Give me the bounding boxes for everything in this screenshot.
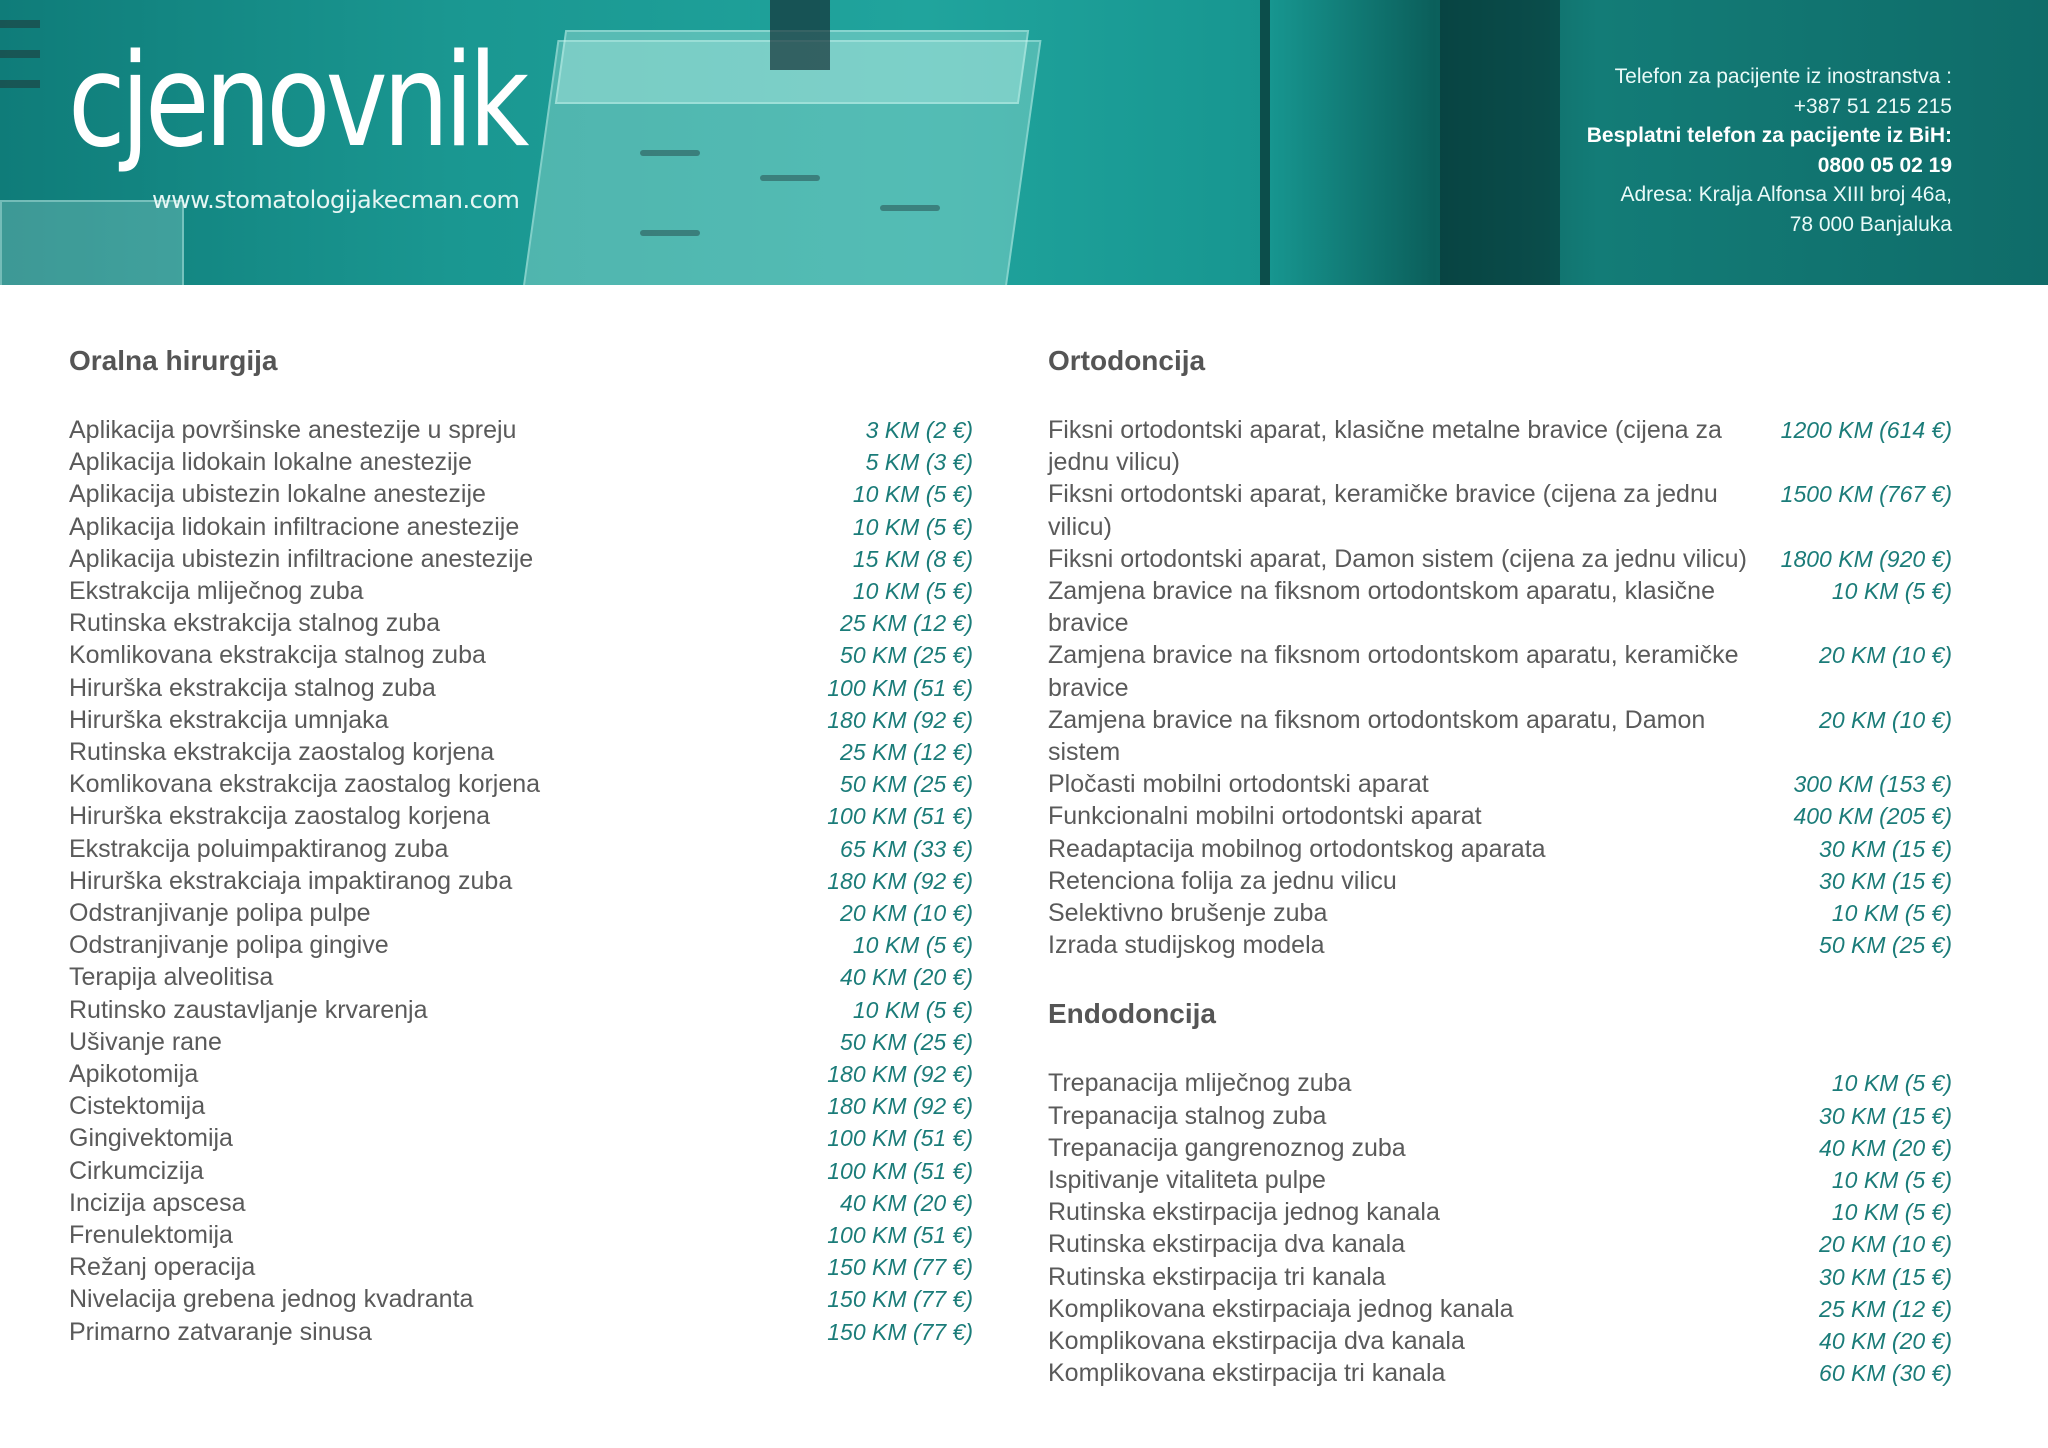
- service-name: Zamjena bravice na fiksnom ortodontskom aparatu, klasične bravice: [1048, 577, 1715, 638]
- service-price: 1800 KM (920 €): [1780, 545, 1952, 572]
- service-name: Hirurška ekstrakcija zaostalog korjena: [69, 802, 491, 831]
- service-name: Cirkumcizija: [69, 1156, 204, 1185]
- service-name: Aplikacija lidokain lokalne anestezije: [69, 448, 473, 477]
- service-price: 10 KM (5 €): [1831, 1070, 1952, 1097]
- service-name: Režanj operacija: [69, 1253, 256, 1282]
- service-name: Komlikovana ekstrakcija stalnog zuba: [69, 641, 486, 670]
- price-row: [1048, 833, 1952, 865]
- price-row: [1048, 478, 1952, 542]
- price-row: [69, 1090, 973, 1122]
- price-row: [1048, 1132, 1952, 1164]
- service-name: Trepanacija mliječnog zuba: [1048, 1069, 1352, 1098]
- service-name: Primarno zatvaranje sinusa: [69, 1317, 372, 1346]
- service-name: Trepanacija gangrenoznog zuba: [1048, 1133, 1406, 1162]
- service-price: 20 KM (10 €): [1819, 706, 1952, 733]
- service-price: 300 KM (153 €): [1793, 771, 1952, 798]
- price-column-left: [69, 342, 973, 1348]
- price-row: [1048, 865, 1952, 897]
- service-price: 25 KM (12 €): [1819, 1295, 1952, 1322]
- price-row: [1048, 1164, 1952, 1196]
- service-price: 10 KM (5 €): [852, 578, 973, 605]
- service-price: 180 KM (92 €): [827, 867, 973, 894]
- service-name: Nivelacija grebena jednog kvadranta: [69, 1285, 474, 1314]
- price-row: [69, 1283, 973, 1315]
- service-price: 15 KM (8 €): [852, 545, 973, 572]
- service-price: 30 KM (15 €): [1819, 835, 1952, 862]
- service-name: Apikotomija: [69, 1060, 199, 1089]
- price-row: [1048, 800, 1952, 832]
- service-name: Rutinska ekstirpacija dva kanala: [1048, 1230, 1406, 1259]
- service-price: 150 KM (77 €): [827, 1318, 973, 1345]
- price-row: [69, 1122, 973, 1154]
- service-price: 60 KM (30 €): [1819, 1360, 1952, 1387]
- service-price: 65 KM (33 €): [840, 835, 973, 862]
- price-row: [69, 672, 973, 704]
- service-price: 100 KM (51 €): [827, 1125, 973, 1152]
- price-row: [69, 1155, 973, 1187]
- price-row: [69, 607, 973, 639]
- contact-line: 78 000 Banjaluka: [1789, 212, 1952, 236]
- service-name: Zamjena bravice na fiksnom ortodontskom aparatu, keramičke bravice: [1048, 641, 1739, 702]
- service-price: 10 KM (5 €): [1831, 578, 1952, 605]
- price-row: [69, 833, 973, 865]
- service-name: Rutinsko zaustavljanje krvarenja: [69, 995, 428, 1024]
- price-row: [69, 800, 973, 832]
- price-row: [1048, 704, 1952, 768]
- price-row: [69, 543, 973, 575]
- service-price: 3 KM (2 €): [865, 417, 973, 443]
- price-row: [69, 414, 973, 446]
- service-price: 400 KM (205 €): [1793, 803, 1952, 830]
- service-name: Fiksni ortodontski aparat, Damon sistem (cijena za jednu vilicu): [1048, 544, 1747, 573]
- service-name: Komplikovana ekstirpacija tri kanala: [1048, 1359, 1446, 1388]
- service-name: Rutinska ekstirpacija jednog kanala: [1048, 1198, 1440, 1227]
- service-price: 150 KM (77 €): [827, 1254, 973, 1281]
- price-row: [69, 865, 973, 897]
- service-name: Trepanacija stalnog zuba: [1048, 1101, 1327, 1130]
- service-name: Rutinska ekstirpacija tri kanala: [1048, 1262, 1386, 1291]
- price-row: [69, 478, 973, 510]
- service-price: 50 KM (25 €): [840, 771, 973, 798]
- service-name: Fiksni ortodontski aparat, keramičke bravice (cijena za jednu vilicu): [1048, 480, 1718, 541]
- service-price: 5 KM (3 €): [865, 449, 973, 476]
- service-name: Ekstrakcija poluimpaktiranog zuba: [69, 834, 449, 863]
- price-row: [1048, 639, 1952, 703]
- service-price: 10 KM (5 €): [852, 481, 973, 508]
- price-row: [1048, 1357, 1952, 1389]
- service-price: 50 KM (25 €): [840, 642, 973, 669]
- service-name: Pločasti mobilni ortodontski aparat: [1048, 770, 1429, 799]
- price-row: [69, 961, 973, 993]
- service-price: 30 KM (15 €): [1819, 1263, 1952, 1290]
- service-name: Odstranjivanje polipa gingive: [69, 931, 389, 960]
- service-name: Terapija alveolitisa: [69, 963, 274, 992]
- price-row: [1048, 1228, 1952, 1260]
- service-name: Selektivno brušenje zuba: [1048, 899, 1328, 928]
- contact-line: Adresa: Kralja Alfonsa XIII broj 46a,: [1620, 183, 1952, 206]
- website-url[interactable]: www.stomatologijakecman.com: [152, 186, 520, 214]
- service-name: Komplikovana ekstirpaciaja jednog kanala: [1048, 1294, 1514, 1323]
- service-price: 180 KM (92 €): [827, 1061, 973, 1088]
- price-row: [69, 1026, 973, 1058]
- price-row: [69, 446, 973, 478]
- price-row: [1048, 897, 1952, 929]
- price-row: [69, 575, 973, 607]
- service-name: Zamjena bravice na fiksnom ortodontskom aparatu, Damon sistem: [1048, 705, 1706, 767]
- price-row: [69, 897, 973, 929]
- service-name: Hirurška ekstrakcija stalnog zuba: [69, 673, 436, 702]
- price-row: [1048, 1325, 1952, 1357]
- contact-line: 0800 05 02 19: [1817, 153, 1952, 177]
- service-price: 30 KM (15 €): [1819, 1102, 1952, 1129]
- price-row: [69, 1316, 973, 1348]
- service-price: 180 KM (92 €): [827, 706, 973, 733]
- price-row: [69, 929, 973, 961]
- service-name: Funkcionalni mobilni ortodontski aparat: [1048, 802, 1482, 831]
- service-name: Aplikacija lidokain infiltracione anestezije: [69, 512, 520, 541]
- service-price: 100 KM (51 €): [827, 1222, 973, 1249]
- price-row: [69, 768, 973, 800]
- service-name: Rutinska ekstrakcija zaostalog korjena: [69, 738, 495, 767]
- service-name: Cistektomija: [69, 1092, 206, 1121]
- service-price: 10 KM (5 €): [1831, 1199, 1952, 1226]
- price-row: [1048, 1067, 1952, 1099]
- service-name: Incizija apscesa: [69, 1188, 246, 1217]
- service-price: 25 KM (12 €): [840, 610, 973, 637]
- price-row: [1048, 575, 1952, 639]
- price-row: [69, 704, 973, 736]
- service-name: Ispitivanje vitaliteta pulpe: [1048, 1166, 1326, 1195]
- service-name: Aplikacija ubistezin lokalne anestezije: [69, 480, 486, 509]
- service-name: Hirurška ekstrakciaja impaktiranog zuba: [69, 866, 513, 895]
- price-row: [1048, 768, 1952, 800]
- price-row: [69, 639, 973, 671]
- service-price: 20 KM (10 €): [1819, 1231, 1952, 1258]
- service-name: Hirurška ekstrakcija umnjaka: [69, 705, 389, 734]
- price-column-right: [1048, 342, 1952, 1389]
- price-row: [1048, 1196, 1952, 1228]
- price-row: [69, 736, 973, 768]
- service-name: Komplikovana ekstirpacija dva kanala: [1048, 1327, 1465, 1356]
- service-name: Gingivektomija: [69, 1124, 233, 1153]
- service-name: Ekstrakcija mliječnog zuba: [69, 577, 364, 606]
- service-price: 40 KM (20 €): [840, 1189, 973, 1216]
- contact-line: +387 51 215 215: [1793, 94, 1952, 118]
- service-price: 20 KM (10 €): [1819, 642, 1952, 669]
- service-name: Odstranjivanje polipa pulpe: [69, 899, 371, 928]
- service-price: 40 KM (20 €): [840, 964, 973, 991]
- contact-info: [1432, 62, 1952, 239]
- price-row: [1048, 929, 1952, 961]
- price-row: [1048, 1293, 1952, 1325]
- service-price: 1200 KM (614 €): [1780, 417, 1952, 443]
- section-title: Ortodoncija: [1048, 345, 1206, 376]
- service-price: 40 KM (20 €): [1819, 1134, 1952, 1161]
- service-name: Rutinska ekstrakcija stalnog zuba: [69, 609, 441, 638]
- service-price: 10 KM (5 €): [852, 513, 973, 540]
- price-row: [69, 511, 973, 543]
- price-row: [69, 994, 973, 1026]
- service-name: Aplikacija površinske anestezije u spreju: [69, 416, 517, 444]
- service-price: 50 KM (25 €): [1819, 932, 1952, 959]
- service-price: 100 KM (51 €): [827, 1157, 973, 1184]
- service-price: 180 KM (92 €): [827, 1093, 973, 1120]
- section-title: Endodoncija: [1048, 998, 1216, 1030]
- price-row: [69, 1187, 973, 1219]
- price-row: [1048, 414, 1952, 478]
- service-name: Komlikovana ekstrakcija zaostalog korjena: [69, 770, 541, 799]
- service-name: Retenciona folija za jednu vilicu: [1048, 866, 1397, 895]
- service-name: Frenulektomija: [69, 1221, 233, 1250]
- contact-line: Telefon za pacijente iz inostranstva :: [1614, 65, 1952, 88]
- service-name: Readaptacija mobilnog ortodontskog aparata: [1048, 834, 1546, 863]
- section-title: Oralna hirurgija: [69, 345, 278, 376]
- price-row: [1048, 543, 1952, 575]
- service-price: 20 KM (10 €): [840, 900, 973, 927]
- contact-line: Besplatni telefon za pacijente iz BiH:: [1586, 124, 1952, 147]
- service-name: Aplikacija ubistezin infiltracione anestezije: [69, 544, 534, 573]
- service-price: 40 KM (20 €): [1819, 1328, 1952, 1355]
- service-price: 10 KM (5 €): [1831, 900, 1952, 927]
- price-row: [69, 1219, 973, 1251]
- price-row: [1048, 1261, 1952, 1293]
- service-price: 25 KM (12 €): [840, 739, 973, 766]
- price-row: [69, 1251, 973, 1283]
- service-price: 150 KM (77 €): [827, 1286, 973, 1313]
- service-price: 100 KM (51 €): [827, 674, 973, 701]
- service-price: 30 KM (15 €): [1819, 867, 1952, 894]
- service-price: 1500 KM (767 €): [1780, 481, 1952, 508]
- service-price: 100 KM (51 €): [827, 803, 973, 830]
- service-name: Ušivanje rane: [69, 1027, 222, 1056]
- price-row: [1048, 1100, 1952, 1132]
- service-price: 10 KM (5 €): [1831, 1167, 1952, 1194]
- service-name: Fiksni ortodontski aparat, klasične metalne bravice (cijena za jednu vilicu): [1048, 416, 1722, 477]
- brand-title: cjenovnik: [68, 27, 525, 176]
- service-price: 10 KM (5 €): [852, 932, 973, 959]
- price-row: [69, 1058, 973, 1090]
- service-name: Izrada studijskog modela: [1048, 931, 1325, 960]
- service-price: 10 KM (5 €): [852, 996, 973, 1023]
- header-banner: [0, 0, 2048, 285]
- service-price: 50 KM (25 €): [840, 1028, 973, 1055]
